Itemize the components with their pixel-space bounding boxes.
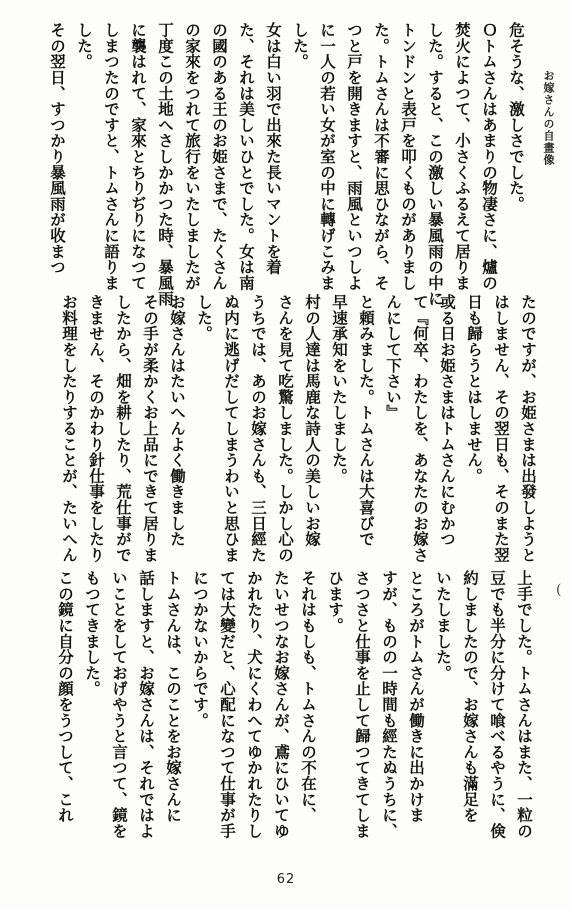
- text-column: に襲はれて、家來とちりぢりになつて: [129, 22, 148, 291]
- text-column: した。: [75, 22, 94, 70]
- text-column: いたしました。: [434, 570, 453, 681]
- text-column: その手が柔かくお上品にできて居りま: [141, 294, 160, 563]
- text-block-bottom: [40, 570, 538, 862]
- text-column: お料理をしたりすることが、たいへん: [60, 294, 79, 563]
- text-column: しまつたのですと、トムさんに語りま: [102, 22, 121, 291]
- text-column: ところがトムさんが働きに出かけま: [407, 570, 426, 823]
- running-title: お嫁さんの自畫像: [542, 70, 555, 166]
- text-column: んにして下さい』: [384, 294, 403, 421]
- text-column: ひます。: [326, 570, 345, 634]
- text-column: したから、畑を耕したり、荒仕事がで: [114, 294, 133, 563]
- text-column: した。すると、この激しい暴風雨の中に: [426, 22, 445, 307]
- text-column: たのですが、お姫さまは出發しようと: [519, 294, 538, 563]
- text-column: その翌日、すつかり暴風雨が收まつ: [48, 22, 67, 275]
- text-column: トムさんは、このことをお嫁さんに: [164, 570, 183, 823]
- text-column: に一人の若い女が室の中に轉げこみま: [318, 22, 337, 291]
- text-column: 日も歸らうとはしません。: [465, 294, 484, 484]
- text-block-middle: [60, 294, 542, 563]
- text-column: た、それは美しいひとでした。女は南: [237, 22, 256, 291]
- text-column: 女は白い羽で出來た長いマントを着: [264, 22, 283, 275]
- text-column: 話しますと、お嫁さんは、それではよ: [137, 570, 156, 839]
- text-column: トンドンと表戸を叩くものがありまし: [399, 22, 418, 291]
- text-column: うちでは、あのお嫁さんも、三日經た: [249, 294, 268, 563]
- text-column: いことをしておげやうと言つて、鏡を: [110, 570, 129, 839]
- text-column: と頼みました。トムさんは大喜びで: [357, 294, 376, 547]
- text-column: 村の人達は馬鹿な詩人の美しいお嫁: [303, 294, 322, 547]
- text-column: ぬ内に逃げだしてしまうわいと思ひま: [222, 294, 241, 563]
- text-column: この鏡に自分の顔をうつして、これ: [56, 570, 75, 823]
- text-column: 丁度この土地へさしかかつた時、暴風雨: [156, 22, 175, 307]
- text-column: 早速承知をいたしました。: [330, 294, 349, 484]
- margin-mark: (: [556, 582, 562, 598]
- text-column: さんを見て吃驚しました。しかし心の: [276, 294, 295, 563]
- text-column: ては大變だと、心配になつて仕事が手: [218, 570, 237, 839]
- text-column: かれたり、犬にくわへてゆかれたりし: [245, 570, 264, 839]
- text-column: きません、そのかわり針仕事をしたり: [87, 294, 106, 563]
- text-column: 豆でも半分に分けて喰べるやうに、倹: [488, 570, 507, 839]
- text-column: 或る日お姫さまはトムさんにむかつ: [438, 294, 457, 547]
- text-column: た。トムさんは不審に思ひながら、そ: [372, 22, 391, 291]
- text-column: もつてきました。: [83, 570, 102, 697]
- page-number: 62: [276, 872, 296, 887]
- text-column: につかないからです。: [191, 570, 210, 728]
- text-column: した。: [195, 294, 214, 342]
- text-column: それはもしも、トムさんの不在に、: [299, 570, 318, 823]
- text-column: の家來をつれて旅行をいたしましたが: [183, 22, 202, 291]
- text-column: Ｏトムさんはあまりの物凄さに、爐の: [480, 22, 499, 291]
- text-column: はしません、その翌日も、そのまた翌: [492, 294, 511, 563]
- text-column: 危そうな、激しさでした。: [507, 22, 526, 212]
- text-column: さつさと仕事を止して歸つてきてしま: [353, 570, 372, 839]
- text-column: すが、ものの一時間も經たぬうちに、: [380, 570, 399, 839]
- text-column: した。: [291, 22, 310, 70]
- text-column: 焚火によつて、小さくふるえて居りま: [453, 22, 472, 291]
- text-column: 約しましたので、お嫁さんも滿足を: [461, 570, 480, 823]
- text-column: て『何卒、わたしを、あなたのお嫁さ: [411, 294, 430, 563]
- text-column: つと戸を開きますと、雨風といつしよ: [345, 22, 364, 291]
- text-column: たいせつなお嫁さんが、鳶にひいてゆ: [272, 570, 291, 839]
- text-column: の國のある王のお姫さまで、たくさん: [210, 22, 229, 291]
- text-column: 上手でした。トムさんはまた、一粒の: [515, 570, 534, 839]
- text-block-top: [40, 22, 530, 307]
- text-column: お嫁さんはたいへんよく働きました: [168, 294, 187, 547]
